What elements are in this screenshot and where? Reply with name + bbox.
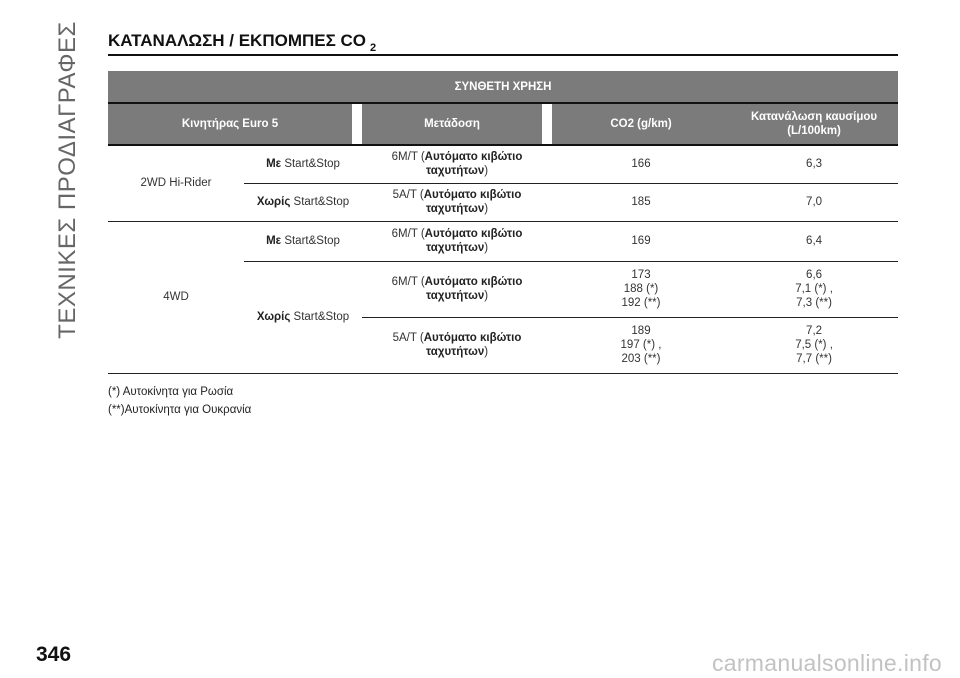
co2-value-ukraine: 192 (**) <box>621 297 661 309</box>
table-banner: ΣΥΝΘΕΤΗ ΧΡΗΣΗ <box>108 71 898 103</box>
transmission-code: 6M/T ( <box>391 151 425 164</box>
startstop-suffix: Start&Stop <box>293 311 350 323</box>
consumption-value: 6,6 <box>806 269 823 281</box>
startstop-prefix: Χωρίς <box>256 196 291 208</box>
section-side-title <box>46 21 90 339</box>
startstop-cell <box>244 145 362 183</box>
startstop-prefix: Με <box>266 158 282 171</box>
transmission-type-line2: ταχυτήτων <box>425 203 485 215</box>
transmission-cell <box>362 145 552 183</box>
consumption-cell: 6,3 <box>730 145 898 183</box>
transmission-type: Αυτόματο κιβώτιο <box>423 332 522 344</box>
transmission-type-line2: ταχυτήτων <box>425 290 485 302</box>
page-title <box>108 31 377 54</box>
page-title-text: ΚΑΤΑΝΑΛΩΣΗ / ΕΚΠΟΜΠΕΣ CO <box>108 31 367 50</box>
co2-value-russia: 197 (*) , <box>620 339 662 351</box>
consumption-value: 7,2 <box>806 325 823 337</box>
transmission-code: 5A/T ( <box>392 332 424 344</box>
transmission-cell <box>362 221 552 261</box>
startstop-cell <box>244 183 362 221</box>
header-consumption <box>730 103 898 145</box>
header-consumption-line2: (L/100km) <box>787 125 841 137</box>
consumption-cell: 6,4 <box>730 221 898 261</box>
page-number: 346 <box>36 643 72 666</box>
consumption-value-ukraine: 7,3 (**) <box>796 297 832 309</box>
transmission-cell <box>362 261 552 317</box>
co2-value-ukraine: 203 (**) <box>621 353 661 365</box>
transmission-close: ) <box>484 165 489 178</box>
transmission-code: 6M/T ( <box>391 276 425 288</box>
header-engine: Κινητήρας Euro 5 <box>108 103 352 145</box>
transmission-code: 5A/T ( <box>392 189 424 201</box>
footnote-russia: (*) Αυτοκίνητα για Ρωσία <box>108 386 234 398</box>
footnote-ukraine: (**)Αυτοκίνητα για Ουκρανία <box>108 404 252 416</box>
header-transmission: Μετάδοση <box>362 103 542 145</box>
page-title-subscript: 2 <box>370 42 377 54</box>
header-co2: CO2 (g/km) <box>552 103 730 145</box>
consumption-cell <box>730 317 898 373</box>
co2-cell <box>552 261 730 317</box>
table-banner-row <box>108 71 898 103</box>
engine-cell: 4WD <box>108 221 244 373</box>
co2-cell: 169 <box>552 221 730 261</box>
consumption-value-ukraine: 7,7 (**) <box>796 353 832 365</box>
section-side-title-text: ΤΕΧΝΙΚΕΣ ΠΡΟΔΙΑΓΡΑΦΕΣ <box>54 21 82 339</box>
transmission-close: ) <box>484 242 489 254</box>
table-header-row <box>108 103 898 145</box>
consumption-cell: 7,0 <box>730 183 898 221</box>
emissions-table <box>108 71 898 374</box>
transmission-type-line2: ταχυτήτων <box>425 346 485 358</box>
engine-cell: 2WD Hi-Rider <box>108 145 244 221</box>
startstop-prefix: Χωρίς <box>256 311 291 323</box>
startstop-prefix: Με <box>266 235 282 247</box>
transmission-type: Αυτόματο κιβώτιο <box>423 189 522 201</box>
transmission-cell <box>362 317 552 373</box>
startstop-cell <box>244 221 362 261</box>
co2-cell: 166 <box>552 145 730 183</box>
header-separator <box>352 103 362 145</box>
co2-cell <box>552 317 730 373</box>
transmission-type-line2: ταχυτήτων <box>425 165 485 178</box>
transmission-close: ) <box>484 203 489 215</box>
transmission-cell <box>362 183 552 221</box>
co2-value: 189 <box>631 325 651 337</box>
startstop-suffix: Start&Stop <box>284 235 340 247</box>
transmission-type: Αυτόματο κιβώτιο <box>424 276 523 288</box>
consumption-value-russia: 7,5 (*) , <box>795 339 833 351</box>
co2-value: 173 <box>631 269 651 281</box>
transmission-close: ) <box>484 346 489 358</box>
consumption-cell <box>730 261 898 317</box>
startstop-cell <box>244 261 362 373</box>
footnotes <box>108 383 251 419</box>
table-row <box>108 145 898 183</box>
startstop-suffix: Start&Stop <box>284 158 340 171</box>
transmission-type: Αυτόματο κιβώτιο <box>424 228 523 240</box>
watermark: carmanualsonline.info <box>711 650 942 676</box>
transmission-type-line2: ταχυτήτων <box>425 242 485 254</box>
startstop-suffix: Start&Stop <box>293 196 350 208</box>
header-separator <box>542 103 552 145</box>
transmission-close: ) <box>484 290 489 302</box>
co2-cell: 185 <box>552 183 730 221</box>
title-divider <box>108 54 898 56</box>
transmission-code: 6M/T ( <box>391 228 425 240</box>
transmission-type: Αυτόματο κιβώτιο <box>424 151 523 164</box>
table-row <box>108 221 898 261</box>
header-consumption-line1: Κατανάλωση καυσίμου <box>750 111 878 123</box>
co2-value-russia: 188 (*) <box>623 283 659 295</box>
consumption-value-russia: 7,1 (*) , <box>795 283 833 295</box>
